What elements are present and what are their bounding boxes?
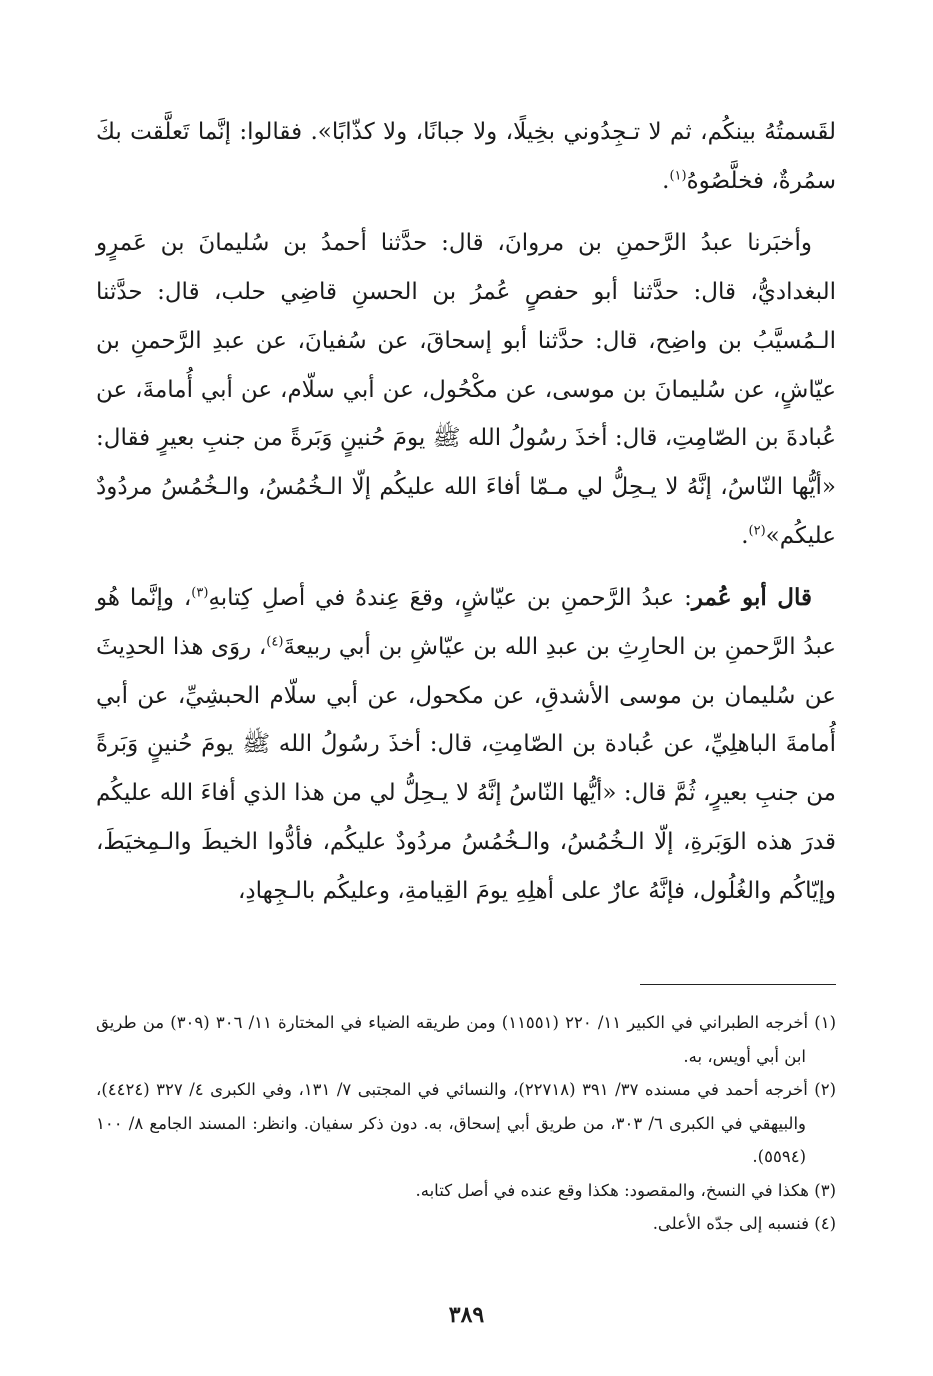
paragraph-1-text: لقَسمتُهُ بينكُم، ثم لا تـجِدُوني بخِيلًا، ولا جبانًا، ولا كذّابًا». فقالوا: إنَّما تَعلَّقت بكَ سمُرةٌ، فخلَّصُوهُ xyxy=(96,119,836,194)
footnote-ref-3: (٣) xyxy=(191,585,209,601)
footnote-4: (٤) فنسبه إلى جدّه الأعلى. xyxy=(652,1214,836,1233)
footnote-ref-4: (٤) xyxy=(266,634,284,650)
footnote-1: (١) أخرجه الطبراني في الكبير ١١/ ٢٢٠ (١١٥٥١) ومن طريقه الضياء في المختارة ١١/ ٣٠٦ (٣٠٩) من طريق ابن أبي أويس، به. xyxy=(96,1013,837,1066)
paragraph-1-end: . xyxy=(662,167,670,194)
speaker-label: قال أبو عُمر xyxy=(691,584,812,612)
paragraph-2-text: وأخبَرنا عبدُ الرَّحمنِ بن مروانَ، قال: حدَّثنا أحمدُ بن سُليمانَ بن عَمرٍو البغداديُّ، قال: حدَّثنا أبو حفصٍ عُمرُ بن الحسنِ قاضِي حلب، قال: حدَّثنا الـمُسيَّبُ بن واضِح، قال: حدَّثنا أبو إسحاقَ، عن سُفيانَ، عن عبدِ الرَّحمنِ بن عيّاشٍ، عن سُليمانَ بن موسى، عن مكْحُول، عن أبي سلّام، عن أبي أُمامةَ، عن عُبادةَ بن الصّامِتِ، قال: أخذَ رسُولُ الله ﷺ يومَ حُنينٍ وَبَرةً من جنبِ بعيرٍ فقال: «أيُّها النّاسُ، إنَّهُ لا يـحِلُّ لي مـمّا أفاءَ الله عليكُم إلّا الـخُمُسُ، والـخُمُسُ مردُودٌ عليكُم» xyxy=(96,230,836,549)
page-number: ٣٨٩ xyxy=(448,1302,485,1328)
paragraph-2-end: . xyxy=(741,522,749,549)
paragraph-3-text-a: : عبدُ الرَّحمنِ بن عيّاشٍ، وقعَ عِندهُ في أصلِ كِتابهِ xyxy=(208,585,692,612)
main-text xyxy=(96,108,836,915)
paragraph-2 xyxy=(96,219,836,560)
footnote-separator xyxy=(640,984,836,985)
footnote-ref-2: (٢) xyxy=(748,522,766,538)
paragraph-1 xyxy=(96,108,836,205)
paragraph-3 xyxy=(96,574,836,915)
footnote-3: (٣) هكذا في النسخ، والمقصود: هكذا وقع عنده في أصل كتابه. xyxy=(415,1180,836,1200)
paragraph-3-text-c: ، روَى هذا الحدِيثَ عن سُليمان بن موسى الأشدقِ، عن مكحول، عن أبي سلّام الحبشِيِّ، عن أبي أُمامةَ الباهلِيِّ، عن عُبادة بن الصّامِتِ، قال: أخذَ رسُولُ الله ﷺ يومَ حُنينٍ وَبَرةً من جنبِ بعيرٍ، ثُمَّ قال: «أيُّها النّاسُ إنَّهُ لا يـحِلُّ لي من هذا الذي أفاءَ الله عليكُم قدرَ هذه الوَبَرةِ، إلّا الـخُمُسُ، والـخُمُسُ مردُودٌ عليكُم، فأدُّوا الخيطَ والـمِخيَطَ، وإيّاكُم والغُلُول، فإنَّهُ عارٌ على أهلِهِ يومَ القِيامةِ، وعليكُم بالـجِهادِ، xyxy=(96,634,836,904)
footnote-2: (٢) أخرجه أحمد في مسنده ٣٧/ ٣٩١ (٢٢٧١٨)، والنسائي في المجتبى ٧/ ١٣١، وفي الكبرى ٤/ ٣٢٧ (٤٤٢٤)، والبيهقي في الكبرى ٦/ ٣٠٣، من طريق أبي إسحاق، به. دون ذكر سفيان. وانظر: المسند الجامع ٨/ ١٠٠ (٥٥٩٤). xyxy=(96,1080,837,1166)
footnotes xyxy=(96,1006,836,1241)
footnote-ref-1: (١) xyxy=(669,168,687,184)
paragraph-3-text-b: ، وإنَّما هُو عبدُ الرَّحمنِ بن الحارِثِ بن عبدِ الله بن عيّاشِ بن أبي ربيعةَ xyxy=(96,585,837,661)
